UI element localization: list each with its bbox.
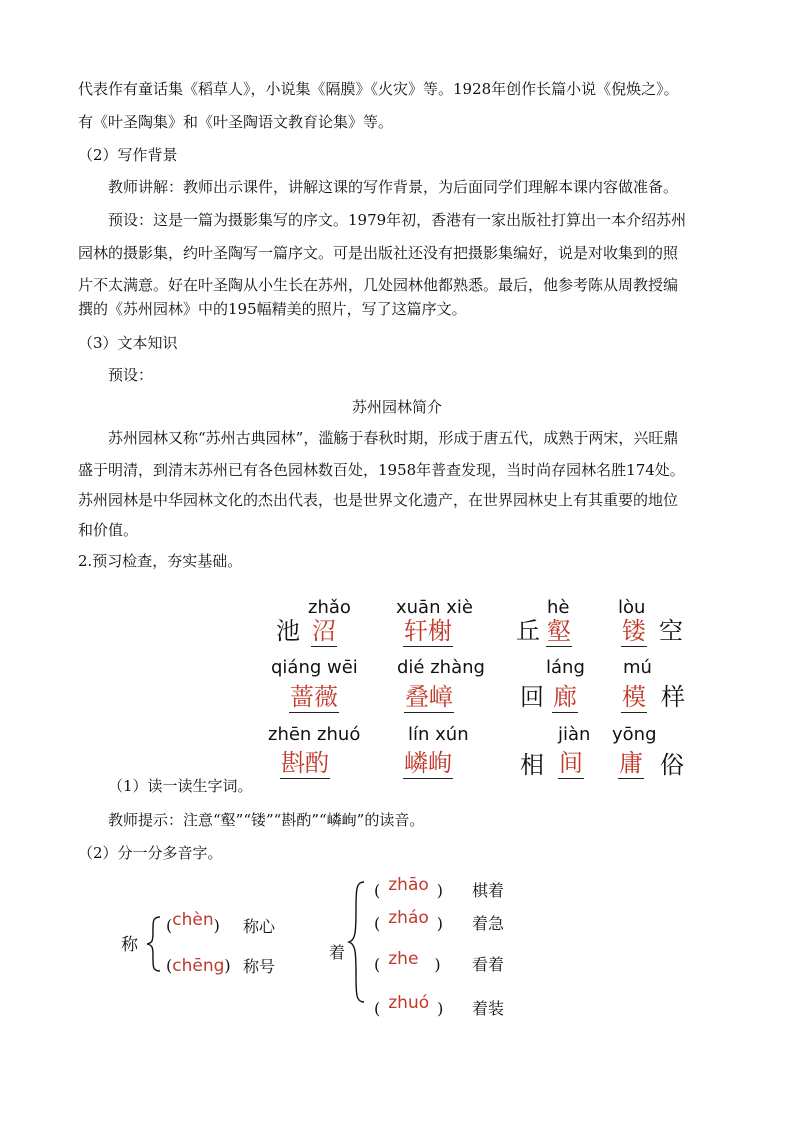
- word-zhuozhuang: 着装: [472, 999, 505, 1018]
- teacher-tip: 教师提示：注意“壑”“镂”“斟酌”“嶙峋”的读音。: [108, 811, 425, 829]
- pinyin-qiangwei: qiáng wēi: [271, 657, 358, 678]
- char-qiu: 丘: [516, 617, 540, 645]
- pinyin-mu: mú: [623, 657, 652, 678]
- answer-zhe: zhe: [388, 949, 419, 969]
- pinyin-he: hè: [547, 597, 570, 618]
- paragraph-preset-2: 园林的摄影集，约叶圣陶写一篇序文。可是出版社还没有把摄影集编好，说是对收集到的照: [78, 244, 679, 262]
- task-read-words: （1）读一读生字词。: [108, 777, 253, 795]
- pinyin-xuanxie: xuān xiè: [396, 597, 473, 618]
- poly-item-chen: (chèn): [166, 910, 220, 935]
- pinyin-jian: jiàn: [558, 724, 591, 745]
- paragraph-intro-3: 苏州园林是中华园林文化的杰出代表，也是世界文化遗产，在世界园林史上有其重要的地位: [78, 491, 679, 509]
- paragraph-works-cont: 有《叶圣陶集》和《叶圣陶语文教育论集》等。: [78, 113, 394, 131]
- word-linxun: 嶙峋: [404, 749, 452, 777]
- paragraph-intro-1: 苏州园林又称“苏州古典园林”，滥觞于春秋时期，形成于唐五代，成熟于两宋，兴旺鼎: [108, 429, 679, 447]
- heading-writing-background: （2）写作背景: [78, 146, 178, 164]
- paragraph-preset-label: 预设：: [108, 366, 154, 384]
- word-diezhang: 叠嶂: [405, 683, 453, 711]
- word-lou: 镂: [622, 617, 646, 645]
- poly-item-zhe: ( zhe ): [374, 949, 441, 974]
- char-hui: 回: [520, 683, 544, 711]
- char-yang: 样: [661, 683, 685, 711]
- word-chenghao: 称号: [243, 957, 276, 976]
- paragraph-works: 代表作有童话集《稻草人》，小说集《隔膜》《火灾》等。1928年创作长篇小说《倪焕之》。: [78, 80, 679, 98]
- paragraph-preset-4: 撰的《苏州园林》中的195幅精美的照片，写了这篇序文。: [78, 300, 467, 318]
- brace-zhe: [346, 880, 368, 1005]
- word-mu: 模: [622, 683, 646, 711]
- poly-item-zhao1: ( zhāo ): [374, 875, 444, 900]
- word-qiangwei: 蔷薇: [290, 683, 338, 711]
- word-zhenzhuo: 斟酌: [281, 749, 329, 777]
- char-kong: 空: [659, 617, 683, 645]
- word-kanzhe: 看着: [472, 955, 505, 974]
- pinyin-lang: láng: [546, 657, 585, 678]
- paragraph-intro-2: 盛于明清，到清末苏州已有各色园林数百处，1958年普查发现，当时尚存园林名胜174处。: [78, 461, 685, 479]
- word-jian: 间: [559, 749, 583, 777]
- intro-title: 苏州园林简介: [351, 398, 442, 416]
- paragraph-intro-4: 和价值。: [78, 521, 139, 539]
- heading-preview-check: 2.预习检查，夯实基础。: [78, 552, 243, 570]
- word-zhao: 沼: [312, 617, 336, 645]
- word-lang: 廊: [553, 683, 577, 711]
- answer-zhao1: zhāo: [388, 875, 429, 895]
- word-zhaoji: 着急: [472, 914, 505, 933]
- pinyin-zhao: zhǎo: [308, 597, 351, 618]
- heading-text-knowledge: （3）文本知识: [78, 334, 178, 352]
- pinyin-linxun: lín xún: [408, 724, 469, 745]
- word-yong: 庸: [619, 749, 643, 777]
- poly-item-cheng: (chēng): [166, 956, 231, 976]
- paragraph-teacher-explain: 教师讲解：教师出示课件，讲解这课的写作背景，为后面同学们理解本课内容做准备。: [108, 178, 679, 196]
- poly-char-cheng: 称: [121, 935, 138, 955]
- answer-chen: chèn: [172, 910, 214, 930]
- brace-cheng: [144, 915, 164, 973]
- poly-item-zhao2: ( zháo ): [374, 908, 444, 933]
- paragraph-preset-3: 片不太满意。好在叶圣陶从小生长在苏州，几处园林他都熟悉。最后，他参考陈从周教授编: [78, 276, 679, 294]
- pinyin-diezhang: dié zhàng: [397, 657, 485, 678]
- word-chenxin: 称心: [243, 917, 276, 936]
- char-xiang: 相: [520, 751, 544, 779]
- poly-item-zhuo: ( zhuó ): [374, 993, 444, 1018]
- answer-cheng: chēng: [172, 956, 225, 976]
- task-polyphonic: （2）分一分多音字。: [78, 844, 223, 862]
- answer-zhao2: zháo: [388, 908, 429, 928]
- pinyin-yong: yōng: [612, 724, 657, 745]
- poly-char-zhe: 着: [329, 943, 346, 962]
- word-qizhao: 棋着: [472, 881, 505, 900]
- pinyin-lou: lòu: [618, 597, 646, 618]
- paragraph-preset-1: 预设：这是一篇为摄影集写的序文。1979年初，香港有一家出版社打算出一本介绍苏州: [108, 211, 687, 229]
- char-chi: 池: [276, 617, 300, 645]
- word-he: 壑: [547, 617, 571, 645]
- pinyin-zhenzhuo: zhēn zhuó: [268, 724, 361, 745]
- word-xuanxie: 轩榭: [404, 617, 452, 645]
- char-su: 俗: [660, 751, 684, 779]
- answer-zhuo: zhuó: [388, 993, 430, 1013]
